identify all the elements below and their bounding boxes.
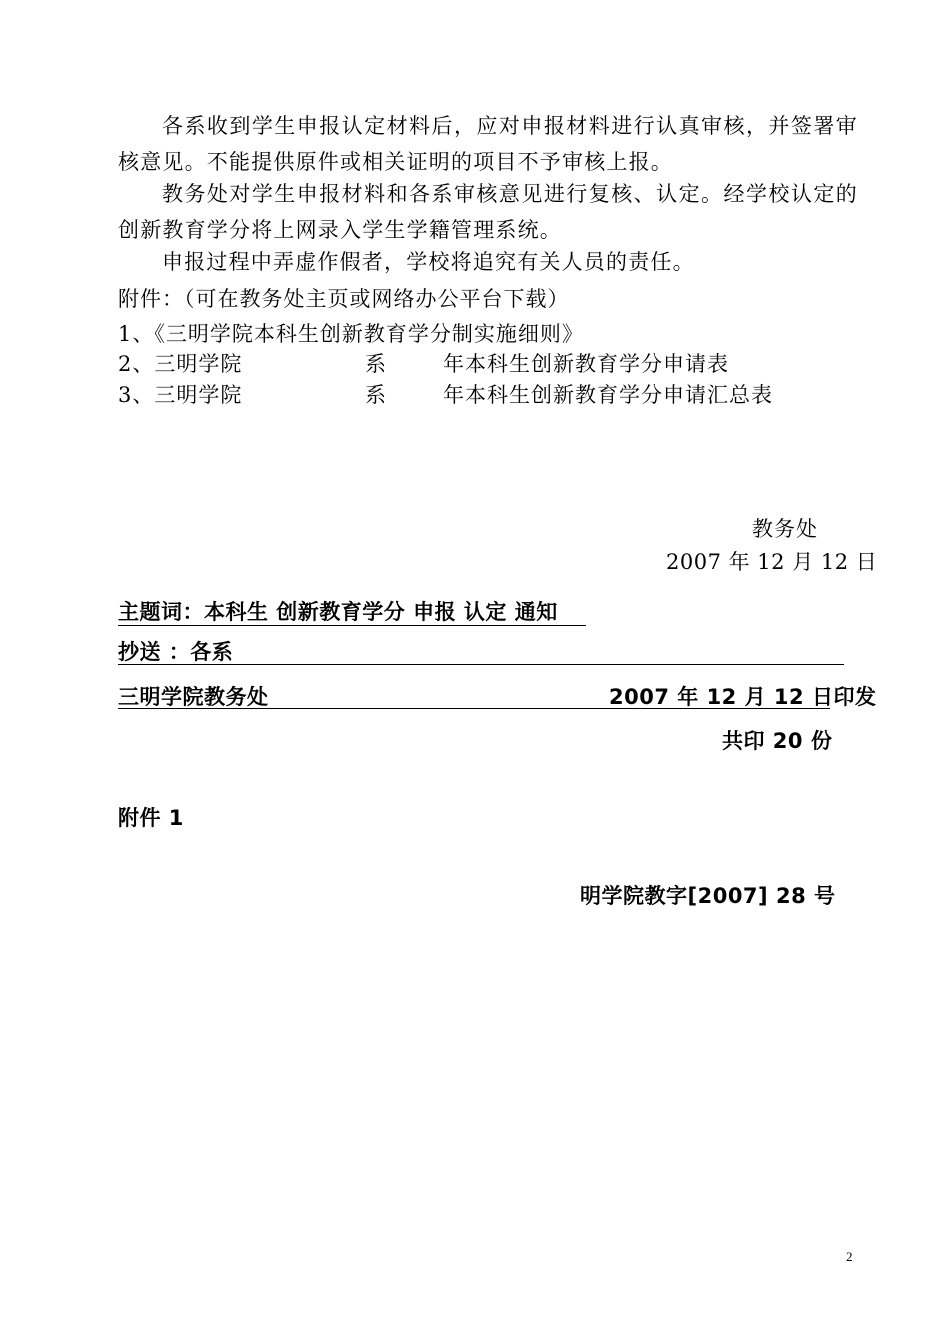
cc-underline [118,664,844,665]
cc-line: 抄送 ：各系 [118,640,234,664]
issue-date: 2007 年 12 月 12 日印发 [609,685,877,709]
attachment-item-number: 3、 [118,383,155,407]
issuer-name: 三明学院教务处 [118,685,269,709]
attachment-form-title: 年本科生创新教育学分申请表 [443,352,729,376]
paragraph-fraud-warning: 申报过程中弄虚作假者，学校将追究有关人员的责任。 [162,250,695,274]
appendix-label: 附件 1 [118,806,184,830]
attachment-dept: 系 [365,352,387,376]
subject-underline [118,625,586,626]
paragraph-review: 各系收到学生申报认定材料后，应对申报材料进行认真审核，并签署审核意见。不能提供原件或相关证明的项目不予审核上报。 [118,114,858,174]
signature-date: 2007 年 12 月 12 日 [666,550,878,574]
attachment-school: 三明学院 [154,352,243,376]
attachment-school: 三明学院 [154,383,243,407]
attachment-item-number: 2、 [118,352,155,376]
signature-office: 教务处 [752,517,818,541]
attachment-dept: 系 [365,383,387,407]
copies-count: 共印 20 份 [722,729,833,753]
attachment-form-title: 年本科生创新教育学分申请汇总表 [443,383,773,407]
attachments-heading: 附件：（可在教务处主页或网络办公平台下载） [118,287,570,311]
attachment-item-2 [118,350,242,378]
attachment-item-3 [118,381,242,409]
document-number: 明学院教字[2007] 28 号 [580,884,836,908]
paragraph-verification: 教务处对学生申报材料和各系审核意见进行复核、认定。经学校认定的创新教育学分将上网录入学生学籍管理系统。 [118,182,858,242]
subject-keywords: 主题词：本科生 创新教育学分 申报 认定 通知 [118,600,558,624]
attachment-item-number: 1、 [118,322,155,346]
issuer-underline [118,708,830,709]
attachment-item-text: 《三明学院本科生创新教育学分制实施细则》 [154,322,584,346]
page-number: 2 [846,1249,853,1264]
attachment-item-1 [118,320,584,348]
